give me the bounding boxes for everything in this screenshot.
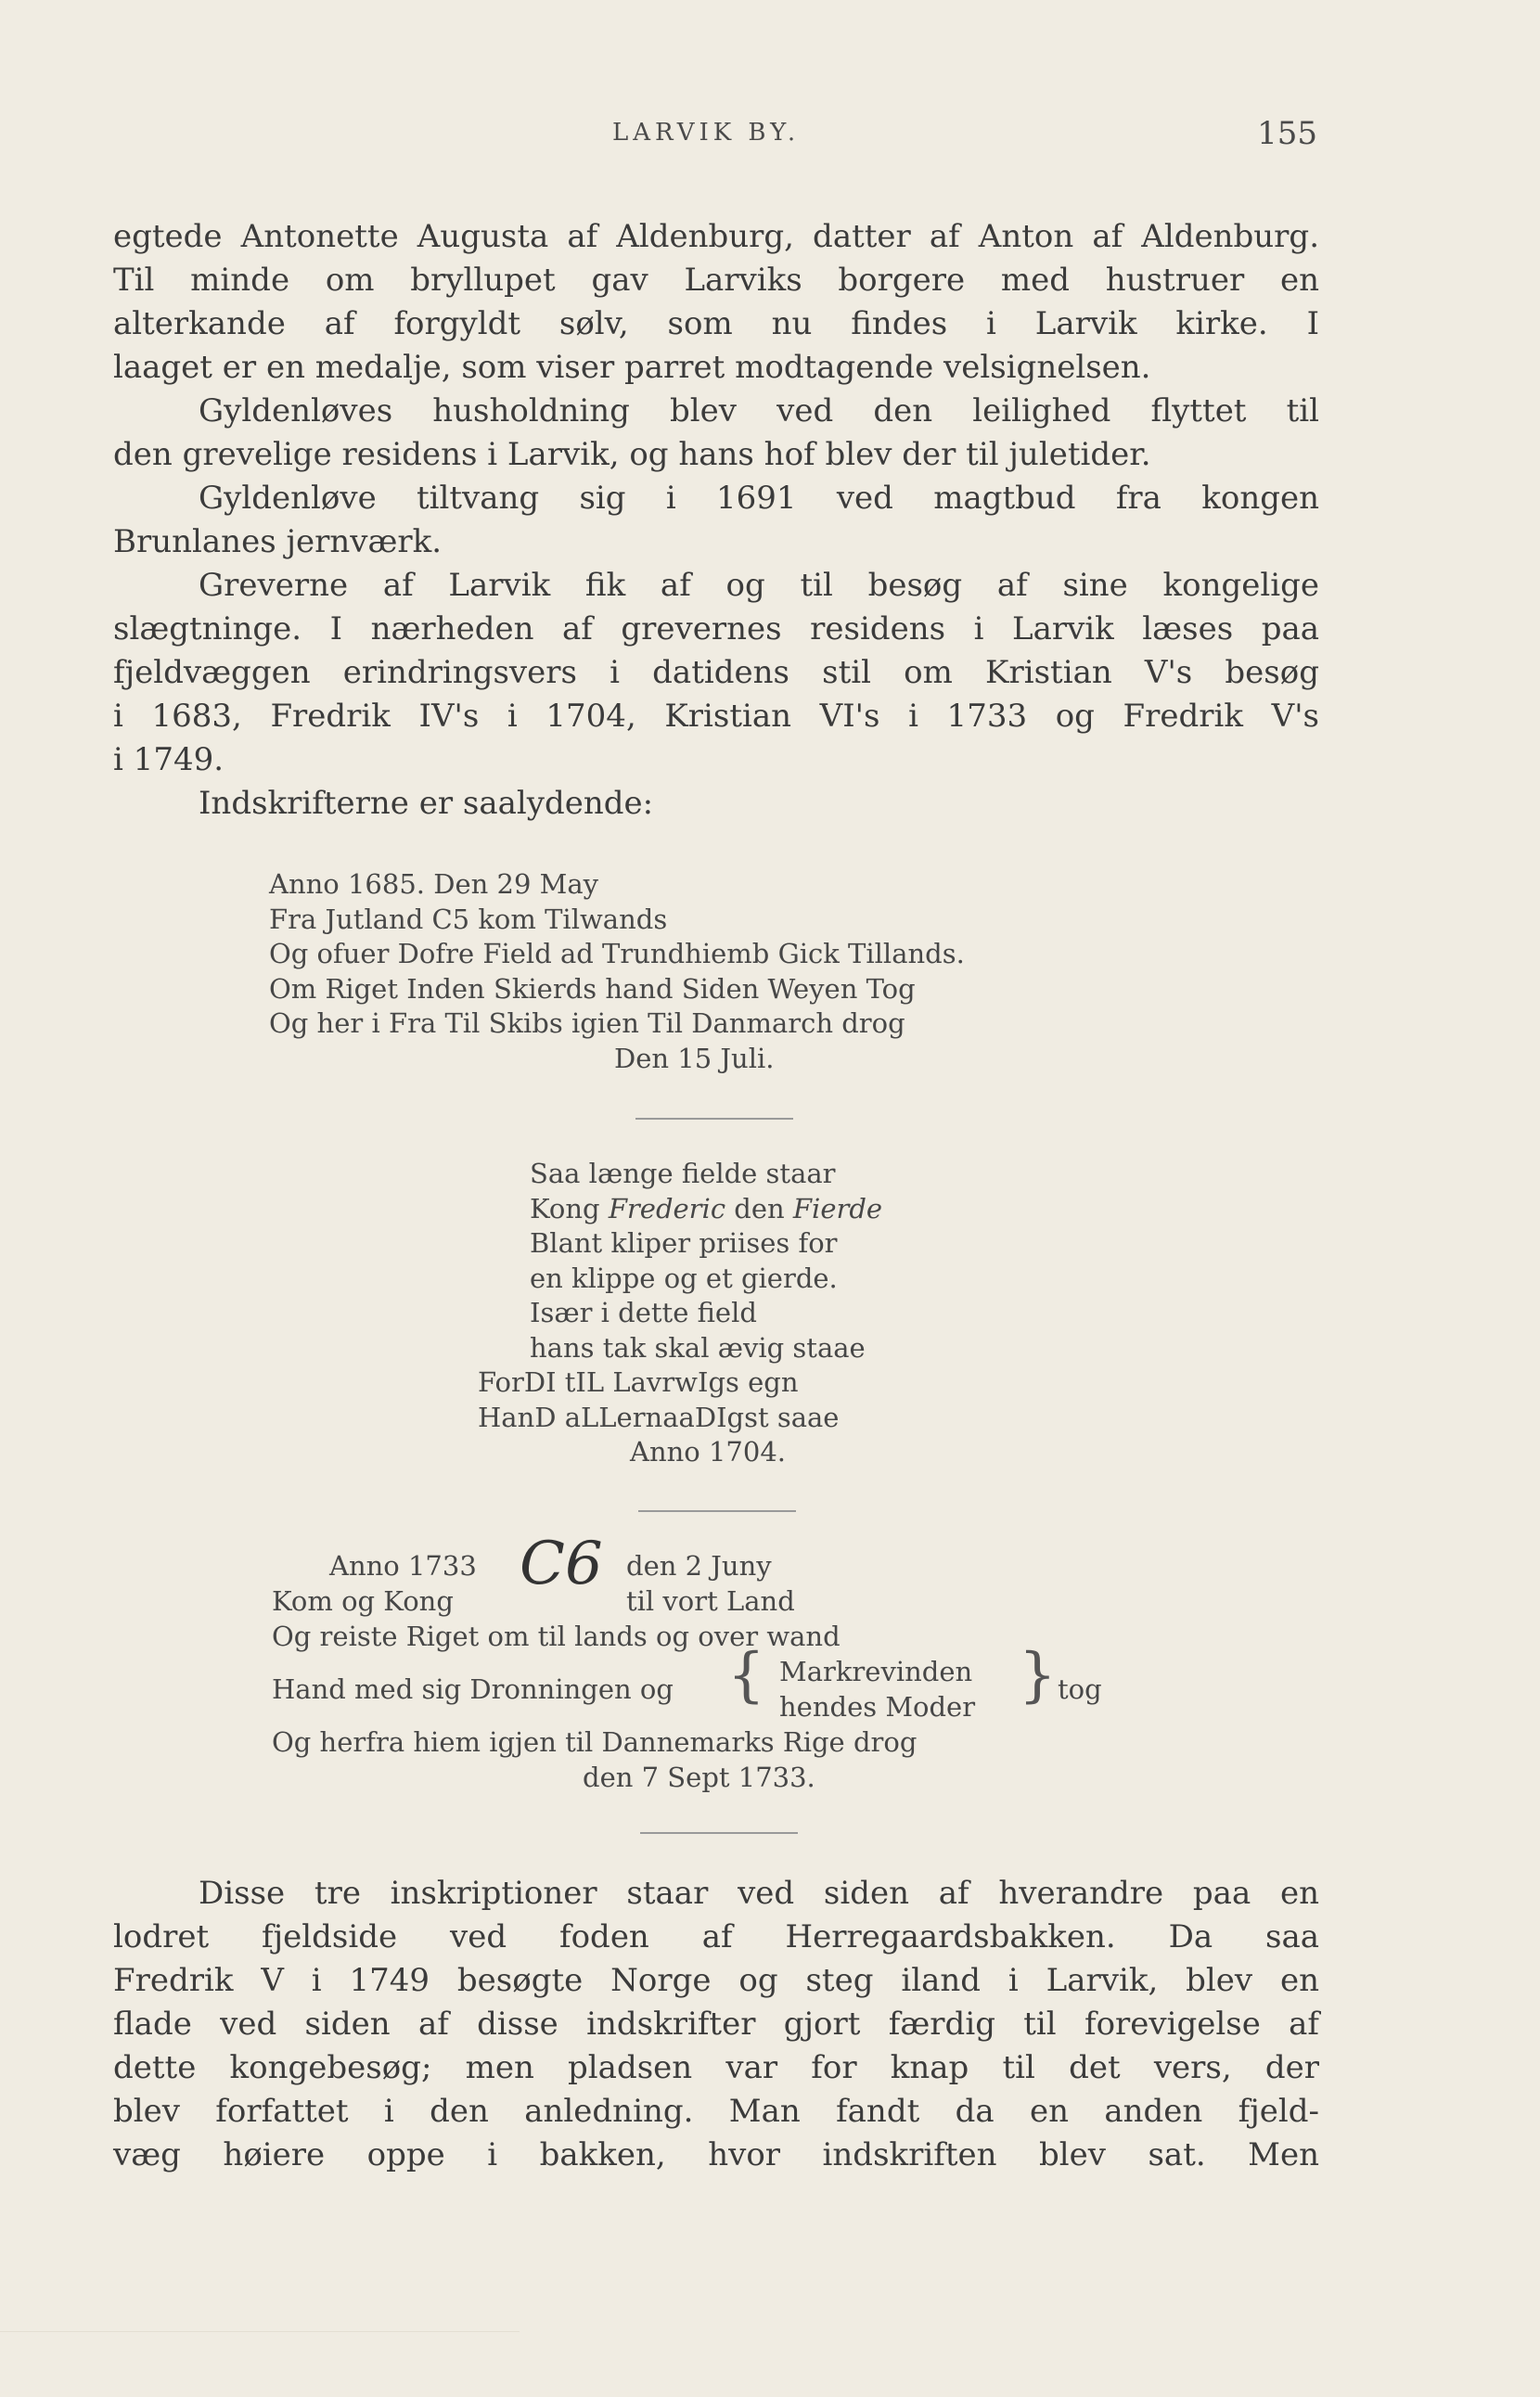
text-line: den grevelige residens i Larvik, og hans hof blev der til juletider. bbox=[113, 436, 1151, 473]
inscription-line: ForDI tIL LavrwIgs egn bbox=[478, 1366, 799, 1398]
text-line: i 1749. bbox=[113, 741, 225, 778]
inscription-line: Især i dette field bbox=[530, 1297, 757, 1328]
text-line: Gyldenløves husholdning blev ved den leilighed flyttet til bbox=[199, 392, 1319, 429]
inscription-line: Om Riget Inden Skierds hand Siden Weyen Tog bbox=[269, 972, 916, 1005]
running-head-title: LARVIK BY. bbox=[612, 119, 801, 147]
text-line: egtede Antonette Augusta af Aldenburg, datter af Anton af Aldenburg. bbox=[113, 218, 1319, 255]
inscription-line: Og reiste Riget om til lands og over wand bbox=[272, 1621, 841, 1652]
text-line: Indskrifterne er saalydende: bbox=[199, 785, 654, 822]
inscription-line: den 7 Sept 1733. bbox=[583, 1762, 815, 1793]
text-span: den bbox=[725, 1192, 793, 1224]
inscription-line: en klippe og et gierde. bbox=[530, 1262, 838, 1294]
inscription-line: Og her i Fra Til Skibs igien Til Danmarch drog bbox=[269, 1007, 905, 1039]
inscription-1683 bbox=[269, 867, 965, 1076]
text-line: væg høiere oppe i bakken, hvor indskriften blev sat. Men bbox=[113, 2136, 1319, 2173]
inscription-line: tog bbox=[1058, 1673, 1102, 1705]
text-line: Til minde om bryllupet gav Larviks borgere med hustruer en bbox=[113, 262, 1319, 299]
text-line: dette kongebesøg; men pladsen var for knap til det vers, der bbox=[113, 2049, 1319, 2086]
inscription-anno: Anno 1733 bbox=[329, 1550, 477, 1582]
section-rule bbox=[635, 1118, 793, 1120]
royal-monogram: C6 bbox=[520, 1530, 603, 1598]
inscription-kom: Kom og Kong bbox=[272, 1585, 454, 1617]
text-line: Fredrik V i 1749 besøgte Norge og steg iland i Larvik, blev en bbox=[113, 1962, 1319, 1999]
brace-item: Markrevinden bbox=[779, 1656, 973, 1687]
running-head bbox=[0, 115, 1540, 165]
inscription-line: Saa længe fielde staar bbox=[530, 1158, 836, 1189]
inscription-line: Og ofuer Dofre Field ad Trundhiemb Gick Tillands. bbox=[269, 938, 965, 969]
brace-item: hendes Moder bbox=[779, 1691, 976, 1723]
text-line: Greverne af Larvik fik af og til besøg af sine kongelige bbox=[199, 567, 1319, 604]
inscription-year: Anno 1704. bbox=[630, 1436, 786, 1468]
text-span: Kong bbox=[530, 1192, 609, 1224]
inscription-line: hans tak skal ævig staae bbox=[530, 1331, 866, 1364]
page-number: 155 bbox=[1257, 115, 1317, 152]
text-line: laaget er en medalje, som viser parret modtagende velsignelsen. bbox=[113, 349, 1151, 386]
italic-name: Fierde bbox=[792, 1192, 883, 1224]
text-line: i 1683, Fredrik IV's i 1704, Kristian VI's i 1733 og Fredrik V's bbox=[113, 698, 1319, 735]
inscription-line: HanD aLLernaaDIgst saae bbox=[478, 1401, 840, 1433]
inscription-line-kong bbox=[478, 1192, 882, 1227]
text-line: Gyldenløve tiltvang sig i 1691 ved magtbud fra kongen bbox=[199, 480, 1319, 517]
inscription-line: Hand med sig Dronningen og bbox=[272, 1673, 674, 1705]
text-line: slægtninge. I nærheden af grevernes residens i Larvik læses paa bbox=[113, 610, 1319, 647]
inscription-line: Anno 1685. Den 29 May bbox=[269, 868, 599, 900]
text-line: lodret fjeldside ved foden af Herregaardsbakken. Da saa bbox=[113, 1918, 1319, 1955]
left-brace-icon: { bbox=[727, 1641, 765, 1710]
section-rule bbox=[638, 1510, 796, 1512]
right-brace-icon: } bbox=[1019, 1641, 1057, 1710]
text-line: flade ved siden af disse indskrifter gjort færdig til forevigelse af bbox=[113, 2006, 1319, 2043]
inscription-line: Fra Jutland C5 kom Tilwands bbox=[269, 903, 668, 935]
inscription-line: Og herfra hiem igjen til Dannemarks Rige drog bbox=[272, 1726, 918, 1758]
inscription-land: til vort Land bbox=[626, 1585, 795, 1617]
text-line: blev forfattet i den anledning. Man fandt da en anden fjeld- bbox=[113, 2093, 1319, 2130]
inscription-date: den 2 Juny bbox=[626, 1550, 772, 1582]
text-line: fjeldvæggen erindringsvers i datidens stil om Kristian V's besøg bbox=[113, 654, 1319, 691]
inscription-line: Blant kliper priises for bbox=[530, 1227, 838, 1259]
inscription-date: Den 15 Juli. bbox=[614, 1042, 775, 1074]
inscription-1704 bbox=[478, 1157, 882, 1470]
text-line: Brunlanes jernværk. bbox=[113, 523, 443, 560]
text-line: Disse tre inskriptioner staar ved siden af hverandre paa en bbox=[199, 1875, 1319, 1912]
body-text-top bbox=[113, 215, 1319, 826]
italic-name: Frederic bbox=[608, 1192, 726, 1224]
page-edge-shadow bbox=[0, 2331, 520, 2397]
body-text-bottom bbox=[113, 1872, 1319, 2177]
text-line: alterkande af forgyldt sølv, som nu findes i Larvik kirke. I bbox=[113, 305, 1319, 342]
section-rule bbox=[640, 1832, 798, 1834]
